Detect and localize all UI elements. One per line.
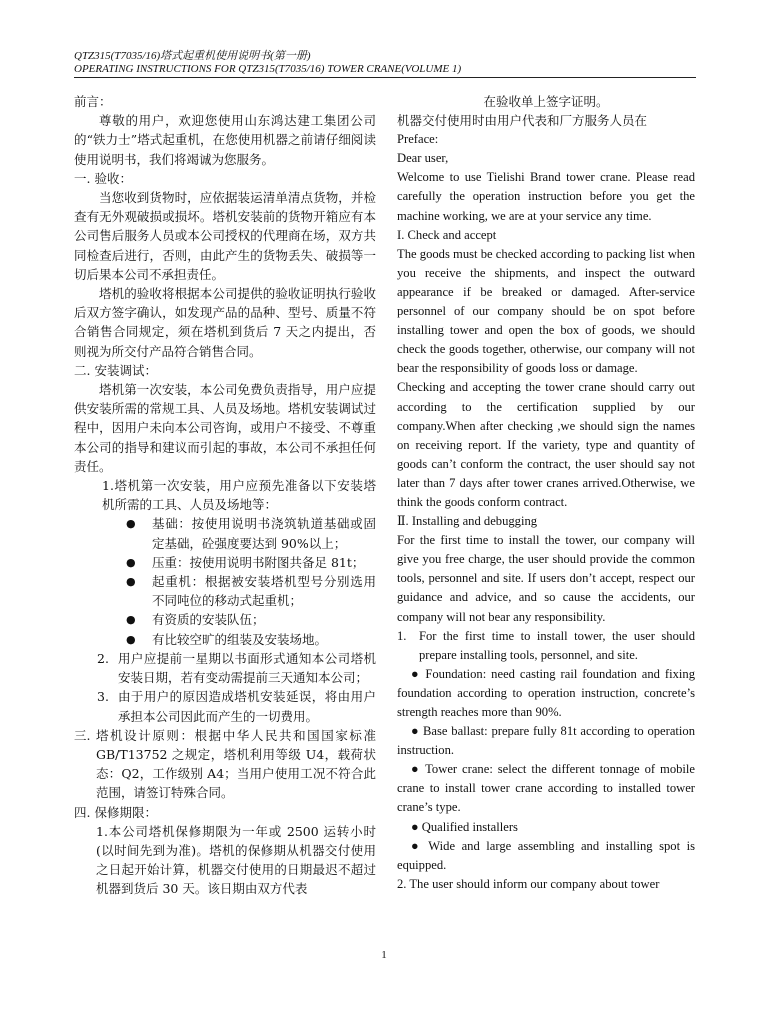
- section-2-item-2: [74, 649, 376, 687]
- bullet-text: 压重：按使用说明书附图共备足 81t；: [152, 554, 365, 570]
- section-2-item-1-en: [397, 627, 695, 665]
- list-item: [74, 610, 376, 629]
- header-title-cn: QTZ315(T7035/16)塔式起重机使用说明书(第一册): [74, 50, 311, 62]
- bullet-text: 基础：按使用说明书浇筑轨道基础或固定基础，砼强度要达到 90%以上；: [152, 516, 376, 551]
- section-2-paragraph-1-en: For the first time to install the tower, our company will give you free charge, the user should provide the common tools, personnel and site. If users don’t accept, respect our guidance and advice, and so cause the accidents, our company will not bear any responsibility.: [397, 533, 695, 624]
- section-1-paragraph-1: 当您收到货物时，应依据装运清单清点货物，并检查有无外观破损或损坏。塔机安装前的货物开箱应有本公司售后服务人员或本公司授权的代理商在场，双方共同检查后进行，否则，由此产生的货物丢失、破损等一切后果本公司不承担责任。: [74, 190, 376, 282]
- section-2-paragraph-1: 塔机第一次安装，本公司免费负责指导，用户应提供安装所需的常规工具、人员及场地。塔机安装调试过程中，因用户未向本公司咨询，或用户不接受、不尊重本公司的指导和建议而引起的事故，本公司不承担任何责任。: [74, 382, 376, 474]
- section-2-title-en: Ⅱ. Installing and debugging: [397, 514, 538, 529]
- section-2-item-3: [74, 687, 376, 725]
- chinese-column: [74, 92, 376, 899]
- page-number: 1: [381, 949, 387, 961]
- section-number: 三.: [74, 727, 91, 743]
- continued-line: 在验收单上签字证明。: [483, 94, 609, 109]
- list-item: ● Base ballast: prepare fully 81t according to operation instruction.: [397, 724, 695, 758]
- list-item: ● Tower crane: select the different tonnage of mobile crane to install tower crane according to installed tower crane’s type.: [397, 762, 695, 815]
- section-3: [74, 726, 376, 803]
- bullet-icon: ●: [126, 555, 136, 569]
- list-item: ● Qualified installers: [411, 819, 518, 834]
- salutation: Dear user,: [397, 151, 449, 166]
- section-1-paragraph-2-en: Checking and accepting the tower crane should carry out according to the certification supplied by our company.When after checking ,we should sign the names on receiving report. If the variety, type and quantity of goods can’t conform the contract, the user should say not later than 7 days after tower cranes arrived.Otherwise, we think the goods conform contract.: [397, 380, 695, 509]
- bullet-icon: ●: [126, 613, 136, 627]
- preface-heading-en: Preface:: [397, 132, 439, 147]
- bullet-icon: ●: [126, 517, 136, 531]
- item-number: 3.: [97, 689, 109, 705]
- list-item: ● Wide and large assembling and installing spot is equipped.: [397, 838, 695, 872]
- section-3-text: 塔机设计原则：根据中华人民共和国国家标准 GB/T13752 之规定，塔机利用等级 U4，载荷状态：Q2，工作级别 A4；当用户使用工况不符合此范围，请签订特殊合同。: [96, 727, 376, 801]
- section-1-paragraph-2: 塔机的验收将根据本公司提供的验收证明执行验收后双方签字确认，如发现产品的品种、型号、质量不符合销售合同规定，须在塔机到货后 7 天之内提出，否则视为所交付产品符合销售合同。: [74, 286, 376, 359]
- english-column: [397, 92, 695, 894]
- bullet-icon: ●: [126, 632, 136, 646]
- item-text: 由于用户的原因造成塔机安装延误，将由用户承担本公司因此而产生的一切费用。: [118, 689, 376, 724]
- list-item: [74, 572, 376, 610]
- header-divider: [74, 77, 696, 78]
- bullet-icon: ●: [126, 575, 136, 589]
- section-1-title: 一. 验收：: [74, 170, 132, 186]
- header-title-en: OPERATING INSTRUCTIONS FOR QTZ315(T7035/16) TOWER CRANE(VOLUME 1): [74, 63, 462, 75]
- bullet-text: 有比较空旷的组装及安装场地。: [152, 631, 328, 647]
- section-1-paragraph-1-en: The goods must be checked according to packing list when you receive the shipments, and inspect the outward appearance if be breaked or damaged. After-service personnel of our company should be on spot before installing tower and open the box of goods, we should check the goods together, otherwise, our company will not bear the responsibility of goods loss or damage.: [397, 246, 695, 376]
- section-1-title-en: I. Check and accept: [397, 227, 497, 242]
- page-header: [74, 50, 694, 76]
- preface-heading: 前言：: [74, 94, 112, 109]
- item-number: 1.: [397, 628, 407, 643]
- item-text: For the first time to install tower, the user should prepare installing tools, personnel, and site.: [419, 628, 695, 662]
- section-2-item-2-en: 2. The user should inform our company about tower: [397, 876, 660, 891]
- list-item: ● Foundation: need casting rail foundation and fixing foundation according to operation instruction, concrete’s strength reaches more than 90%.: [397, 666, 695, 719]
- item-number: 2.: [97, 650, 109, 666]
- list-item: [74, 514, 376, 552]
- section-4-title: 四. 保修期限：: [74, 804, 157, 820]
- bullet-text: 起重机：根据被安装塔机型号分别选用不同吨位的移动式起重机；: [152, 574, 376, 609]
- section-2-item-1: 1.塔机第一次安装，用户应预先准备以下安装塔机所需的工具、人员及场地等：: [102, 478, 376, 513]
- welcome-paragraph: Welcome to use Tielishi Brand tower crane. Please read carefully the operation instruction before you get the machine working, we are at your service any time.: [397, 170, 695, 223]
- section-2-title: 二. 安装调试：: [74, 362, 157, 378]
- continued-note: 机器交付使用时由用户代表和厂方服务人员在: [397, 113, 648, 129]
- section-4-paragraph-1: 1.本公司塔机保修期限为一年或 2500 运转小时(以时间先到为准)。塔机的保修期从机器交付使用之日起开始计算，机器交付使用的日期最迟不超过机器到货后 30 天。该日期由双方代表: [96, 823, 376, 897]
- greeting-paragraph: 尊敬的用户，欢迎您使用山东鸿达建工集团公司的“铁力士”塔式起重机，在您使用机器之前请仔细阅读使用说明书，我们将竭诚为您服务。: [74, 113, 376, 167]
- list-item: [74, 553, 376, 572]
- item-text: 用户应提前一星期以书面形式通知本公司塔机安装日期，若有变动需提前三天通知本公司；: [118, 650, 376, 686]
- bullet-text: 有资质的安装队伍；: [152, 612, 265, 628]
- list-item: [74, 630, 376, 649]
